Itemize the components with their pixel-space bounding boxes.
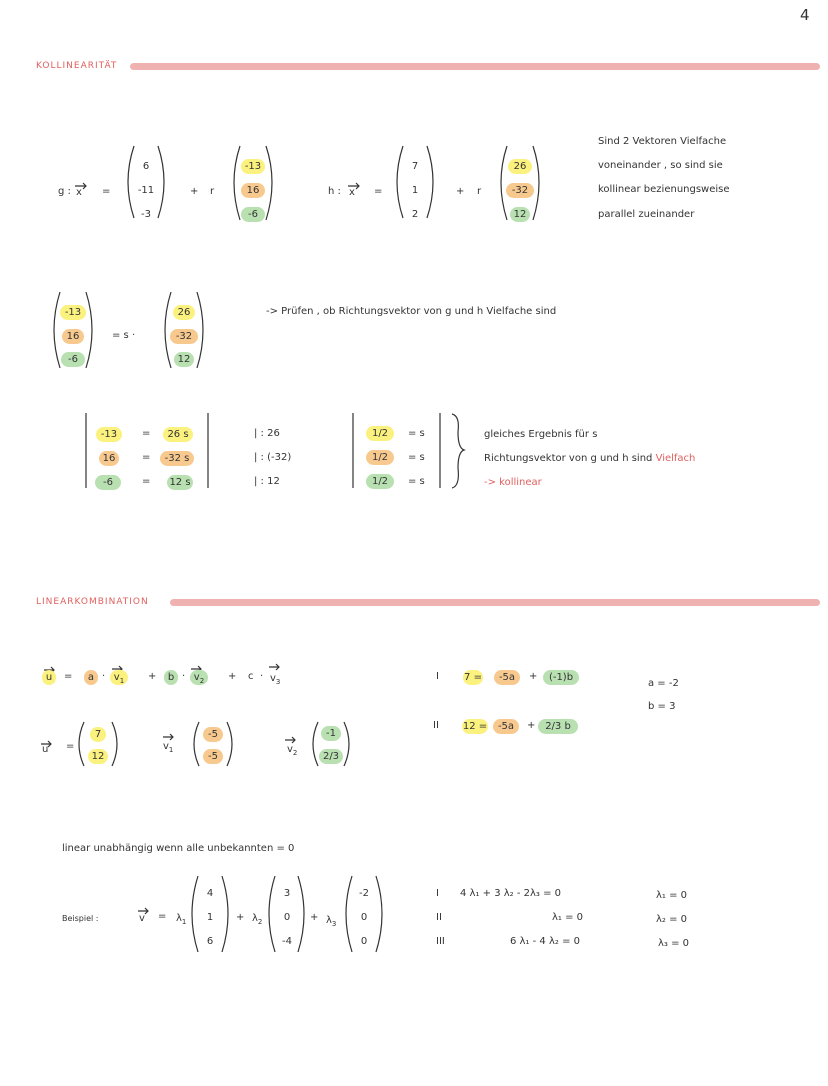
eq2-term-a: -5a — [493, 719, 519, 734]
explanation-line-3: kollinear bezienungsweise — [598, 184, 730, 195]
lambda-sol-2: λ₂ = 0 — [656, 914, 688, 925]
conclusion-line-3: -> kollinear — [484, 477, 542, 488]
g-label: g : — [58, 186, 71, 197]
param-r: r — [477, 186, 482, 197]
eq2-label: II — [433, 720, 439, 731]
conclusion-highlight: Vielfach — [655, 453, 696, 464]
sys-rhs-2: -32 s — [160, 451, 194, 466]
g-direction-1: -13 — [241, 159, 265, 174]
sys-result-eq: = s — [408, 452, 425, 463]
m1-3: 6 — [206, 936, 214, 947]
sys-result-3: 1/2 — [366, 474, 394, 489]
section-title-linearkombination: LINEARKOMBINATION — [36, 597, 149, 607]
h-support-2: 1 — [411, 185, 419, 196]
lambda-1: $\lambda_1$ — [176, 913, 187, 926]
solution-b: b = 3 — [648, 701, 676, 712]
v2-vec-2: 2/3 — [319, 749, 343, 764]
eq2-term-b: 2/3 b — [538, 719, 578, 734]
s-multiplier: = s · — [112, 330, 136, 341]
h-direction-1: 26 — [508, 159, 532, 174]
check-note: -> Prüfen , ob Richtungsvektor von g und h Vielfache sind — [266, 306, 557, 317]
v1-label: $v_1$ — [163, 741, 174, 754]
beispiel-label: Beispiel : — [62, 914, 99, 923]
sys-op-1: | : 26 — [254, 428, 280, 439]
u-vec-2: 12 — [88, 749, 108, 764]
sys-rhs-1: 26 s — [163, 427, 193, 442]
explanation-line-1: Sind 2 Vektoren Vielfache — [598, 136, 727, 147]
plus-sign: + — [190, 186, 199, 197]
x-vector-g: x — [76, 187, 82, 198]
explanation-line-4: parallel zueinander — [598, 209, 695, 220]
v1-vec-1: -5 — [203, 727, 223, 742]
plus-sign: + — [148, 671, 157, 682]
section-title-kollinearitaet: KOLLINEARITÄT — [36, 61, 118, 71]
dot: · — [102, 671, 106, 682]
lambda-sol-3: λ₃ = 0 — [658, 938, 690, 949]
v2-vec-1: -1 — [321, 726, 341, 741]
s-eq-left-1: -13 — [60, 305, 86, 320]
g-support-2: -11 — [137, 185, 155, 196]
g-direction-2: 16 — [241, 183, 265, 198]
u-label: u — [42, 744, 49, 755]
sys-op-3: | : 12 — [254, 476, 280, 487]
plus-sign: + — [228, 671, 237, 682]
v1-symbol: $v_1$ — [110, 670, 128, 685]
row-eq-3: 6 λ₁ - 4 λ₂ = 0 — [510, 936, 580, 947]
s-eq-left-3: -6 — [61, 352, 85, 367]
g-support-1: 6 — [142, 161, 150, 172]
equals-sign: = — [66, 741, 75, 752]
explanation-line-2: voneinander , so sind sie — [598, 160, 723, 171]
sys-result-eq: = s — [408, 476, 425, 487]
eq1-lhs: 7 = — [464, 672, 482, 683]
sys-rhs-3: 12 s — [167, 475, 193, 490]
h-support-1: 7 — [411, 161, 419, 172]
conclusion-line-2 — [484, 452, 695, 466]
m1-2: 1 — [206, 912, 214, 923]
row-eq-1: 4 λ₁ + 3 λ₂ - 2λ₃ = 0 — [460, 888, 562, 899]
conclusion-line-1: gleiches Ergebnis für s — [484, 429, 598, 440]
lambda-sol-1: λ₁ = 0 — [656, 890, 688, 901]
independence-note: linear unabhängig wenn alle unbekannten = 0 — [62, 843, 295, 854]
plus-sign: + — [456, 186, 465, 197]
sys-equals: = — [142, 428, 151, 439]
equals-sign: = — [158, 911, 167, 922]
solution-a: a = -2 — [648, 678, 679, 689]
g-support-3: -3 — [141, 209, 151, 220]
equals-sign: = — [64, 671, 73, 682]
m2-1: 3 — [283, 888, 291, 899]
dot: · — [260, 671, 264, 682]
eq1-term-b: (-1)b — [543, 670, 579, 685]
dot: · — [182, 671, 186, 682]
v-symbol: v — [139, 913, 145, 924]
u-symbol: u — [42, 670, 56, 685]
eq1-label: I — [436, 671, 439, 682]
m3-1: -2 — [359, 888, 369, 899]
coef-b: b — [164, 670, 178, 685]
lambda-3: $\lambda_3$ — [326, 915, 337, 928]
sys-lhs-3: -6 — [95, 475, 121, 490]
m2-3: -4 — [282, 936, 292, 947]
sys-op-2: | : (-32) — [254, 452, 292, 463]
sys-equals: = — [142, 476, 151, 487]
m3-3: 0 — [360, 936, 368, 947]
s-eq-right-2: -32 — [170, 329, 198, 344]
v2-label: $v_2$ — [287, 744, 298, 757]
u-vec-1: 7 — [90, 727, 106, 742]
v1-vec-2: -5 — [203, 749, 223, 764]
eq2-lhs: 12 = — [462, 721, 488, 732]
sys-equals: = — [142, 452, 151, 463]
m2-2: 0 — [283, 912, 291, 923]
sys-result-2: 1/2 — [366, 450, 394, 465]
conclusion-text: Richtungsvektor von g und h sind — [484, 453, 653, 464]
h-support-3: 2 — [411, 209, 419, 220]
h-label: h : — [328, 186, 341, 197]
equals-sign: = — [374, 186, 383, 197]
sys-result-1: 1/2 — [366, 426, 394, 441]
coef-a: a — [84, 670, 98, 685]
s-eq-right-3: 12 — [174, 352, 194, 367]
param-r: r — [210, 186, 215, 197]
coef-c: c — [248, 671, 254, 682]
sys-result-eq: = s — [408, 428, 425, 439]
h-direction-3: 12 — [510, 207, 530, 222]
s-eq-right-1: 26 — [173, 305, 195, 320]
page-number: 4 — [800, 6, 810, 24]
equals-sign: = — [102, 186, 111, 197]
row-label-3: III — [436, 936, 445, 947]
plus-sign: + — [529, 671, 538, 682]
plus-sign: + — [236, 912, 245, 923]
row-label-2: II — [436, 912, 442, 923]
m1-1: 4 — [206, 888, 214, 899]
sys-lhs-1: -13 — [96, 427, 122, 442]
x-vector-h: x — [349, 187, 355, 198]
lambda-2: $\lambda_2$ — [252, 913, 263, 926]
row-eq-2: λ₁ = 0 — [552, 912, 584, 923]
eq1-term-a: -5a — [494, 670, 520, 685]
m3-2: 0 — [360, 912, 368, 923]
plus-sign: + — [310, 912, 319, 923]
plus-sign: + — [527, 720, 536, 731]
section-divider — [170, 599, 820, 606]
v2-symbol: $v_2$ — [190, 670, 208, 685]
sys-lhs-2: 16 — [99, 451, 119, 466]
h-direction-2: -32 — [506, 183, 534, 198]
s-eq-left-2: 16 — [62, 329, 84, 344]
row-label-1: I — [436, 888, 439, 899]
g-direction-3: -6 — [241, 207, 265, 222]
v3-symbol: $v_3$ — [270, 673, 281, 686]
